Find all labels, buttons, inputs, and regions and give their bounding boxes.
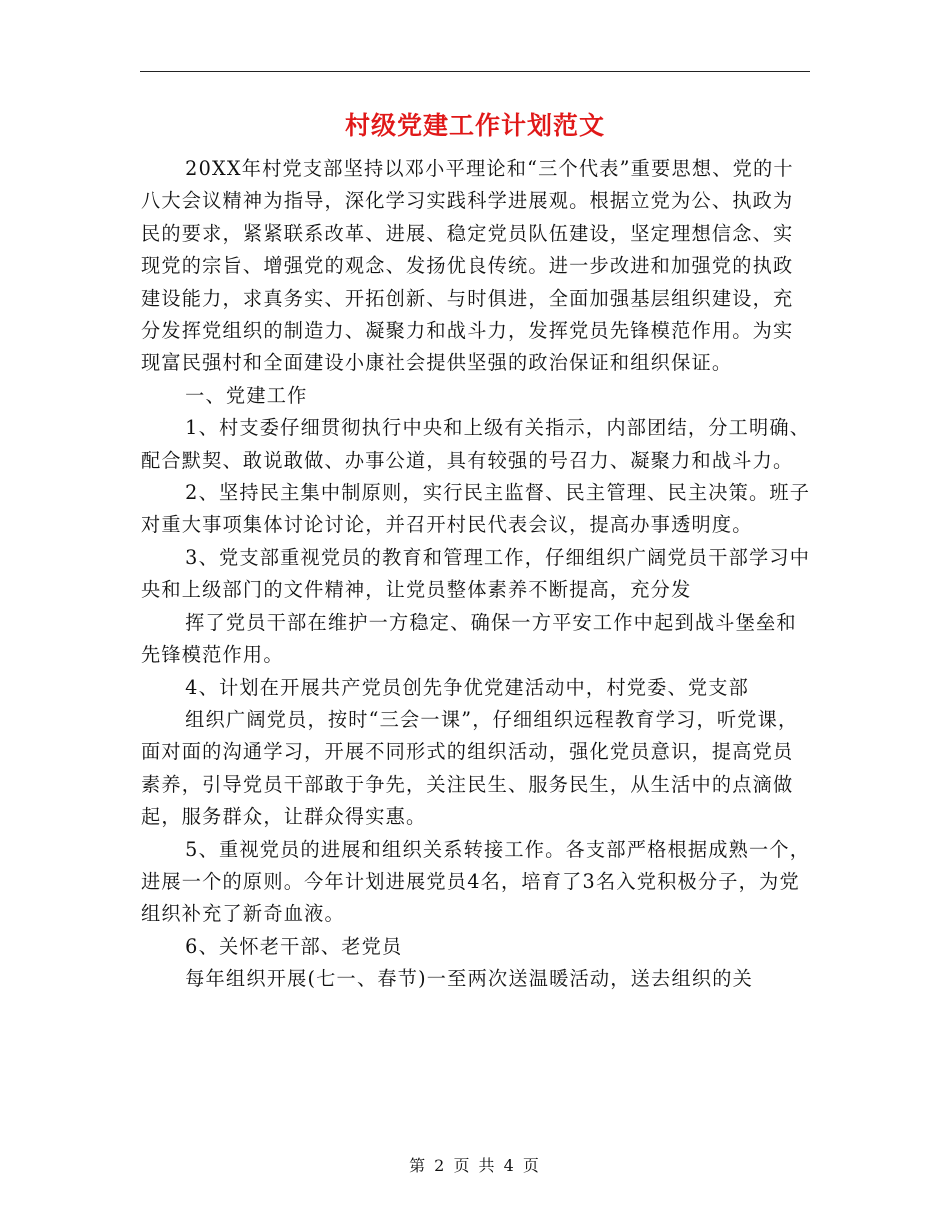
paragraph-item-6-body: 每年组织开展(七一、春节)一至两次送温暖活动，送去组织的关 [185,967,753,991]
paragraph-item-3-continued: 挥了党员干部在维护一方稳定、确保一方平安工作中起到战斗堡垒和先锋模范作用。 [141,610,797,667]
section-heading: 一、党建工作 [185,383,308,407]
document-body [141,153,813,996]
paragraph-item-1: 1、村支委仔细贯彻执行中央和上级有关指示，内部团结，分工明确、配合默契、敢说敢做、办事公道，具有较强的号召力、凝聚力和战斗力。 [141,416,811,472]
paragraph-item-6: 6、关怀老干部、老党员 [185,934,403,958]
header-rule [140,71,810,72]
paragraph-item-4: 4、计划在开展共产党员创先争优党建活动中，村党委、党支部 [185,675,750,699]
paragraph-intro: 20XX年村党支部坚持以邓小平理论和“三个代表”重要思想、党的十八大会议精神为指导，深化学习实践科学进展观。根据立党为公、执政为民的要求，紧紧联系改革、进展、稳定党员队伍建设，坚定理想信念、实现党的宗旨、增强党的观念、发扬优良传统。进一步改进和加强党的执政建设能力，求真务实、开拓创新、与时俱进，全面加强基层组织建设，充分发挥党组织的制造力、凝聚力和战斗力，发挥党员先锋模范作用。为实现富民强村和全面建设小康社会提供坚强的政治保证和组织保证。 [141,157,794,375]
paragraph-item-3: 3、党支部重视党员的教育和管理工作，仔细组织广阔党员干部学习中央和上级部门的文件精神，让党员整体素养不断提高，充分发 [141,545,811,602]
document-title: 村级党建工作计划范文 [344,111,605,140]
paragraph-item-5: 5、重视党员的进展和组织关系转接工作。各支部严格根据成熟一个，进展一个的原则。今年计划进展党员4名，培育了3名入党积极分子，为党组织补充了新奇血液。 [141,837,811,926]
page-number: 第 2 页 共 4 页 [409,1156,541,1175]
paragraph-item-2: 2、坚持民主集中制原则，实行民主监督、民主管理、民主决策。班子对重大事项集体讨论讨论，并召开村民代表会议，提高办事透明度。 [141,481,811,537]
paragraph-item-4-continued: 组织广阔党员，按时“三会一课”，仔细组织远程教育学习，听党课，面对面的沟通学习，开展不同形式的组织活动，强化党员意识，提高党员素养，引导党员干部敢于争先，关注民生、服务民生，从生活中的点滴做起，服务群众，让群众得实惠。 [141,707,799,829]
